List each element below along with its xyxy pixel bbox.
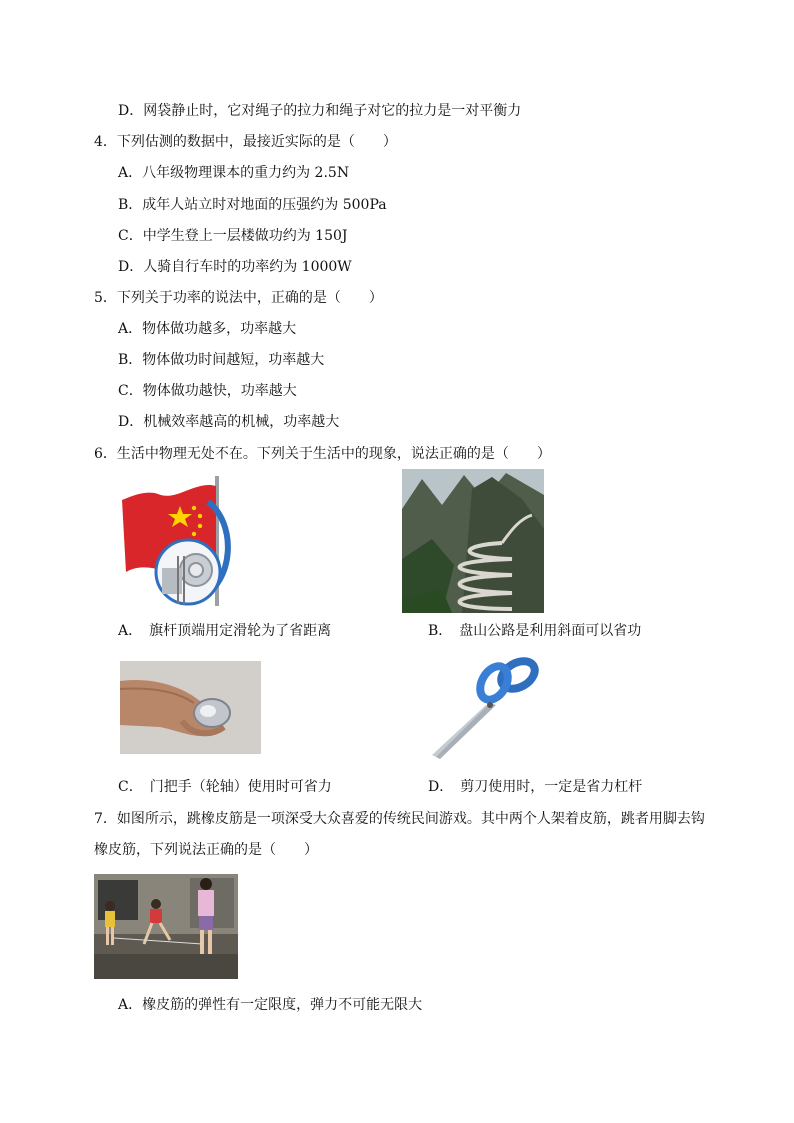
scissors-image	[430, 653, 542, 761]
q4-option-d: D．人骑自行车时的功率约为 1000W	[118, 259, 352, 275]
door-knob-image	[120, 661, 261, 754]
q6-option-d: D． 剪刀使用时，一定是省力杠杆	[428, 779, 643, 795]
q5-option-c: C．物体做功越快，功率越大	[118, 383, 297, 399]
q4-option-c: C．中学生登上一层楼做功约为 150J	[118, 228, 348, 244]
q4-option-a: A．八年级物理课本的重力约为 2.5N	[118, 165, 350, 181]
q4-stem: 4．下列估测的数据中，最接近实际的是（ ）	[94, 134, 397, 150]
q5-stem: 5．下列关于功率的说法中，正确的是（ ）	[94, 290, 383, 306]
q6-option-a: A． 旗杆顶端用定滑轮为了省距离	[118, 623, 332, 639]
q6-option-c: C． 门把手（轮轴）使用时可省力	[118, 779, 332, 795]
q5-option-d: D．机械效率越高的机械，功率越大	[118, 414, 340, 430]
q5-option-b: B．物体做功时间越短，功率越大	[118, 352, 325, 368]
q3-option-d: D．网袋静止时，它对绳子的拉力和绳子对它的拉力是一对平衡力	[118, 103, 522, 119]
q5-option-a: A．物体做功越多，功率越大	[118, 321, 297, 337]
mountain-road-image	[402, 469, 544, 613]
q7-stem-line1: 7．如图所示，跳橡皮筋是一项深受大众喜爱的传统民间游戏。其中两个人架着皮筋，跳者用脚去钩	[94, 811, 705, 827]
q4-option-b: B．成年人站立时对地面的压强约为 500Pa	[118, 197, 387, 213]
rubber-band-game-image	[94, 874, 238, 979]
q7-stem-line2: 橡皮筋，下列说法正确的是（ ）	[94, 842, 318, 858]
q6-stem: 6．生活中物理无处不在。下列关于生活中的现象，说法正确的是（ ）	[94, 446, 551, 462]
flag-pulley-image	[118, 472, 234, 608]
q6-option-b: B． 盘山公路是利用斜面可以省功	[428, 623, 642, 639]
q7-option-a: A．橡皮筋的弹性有一定限度，弹力不可能无限大	[118, 997, 423, 1013]
